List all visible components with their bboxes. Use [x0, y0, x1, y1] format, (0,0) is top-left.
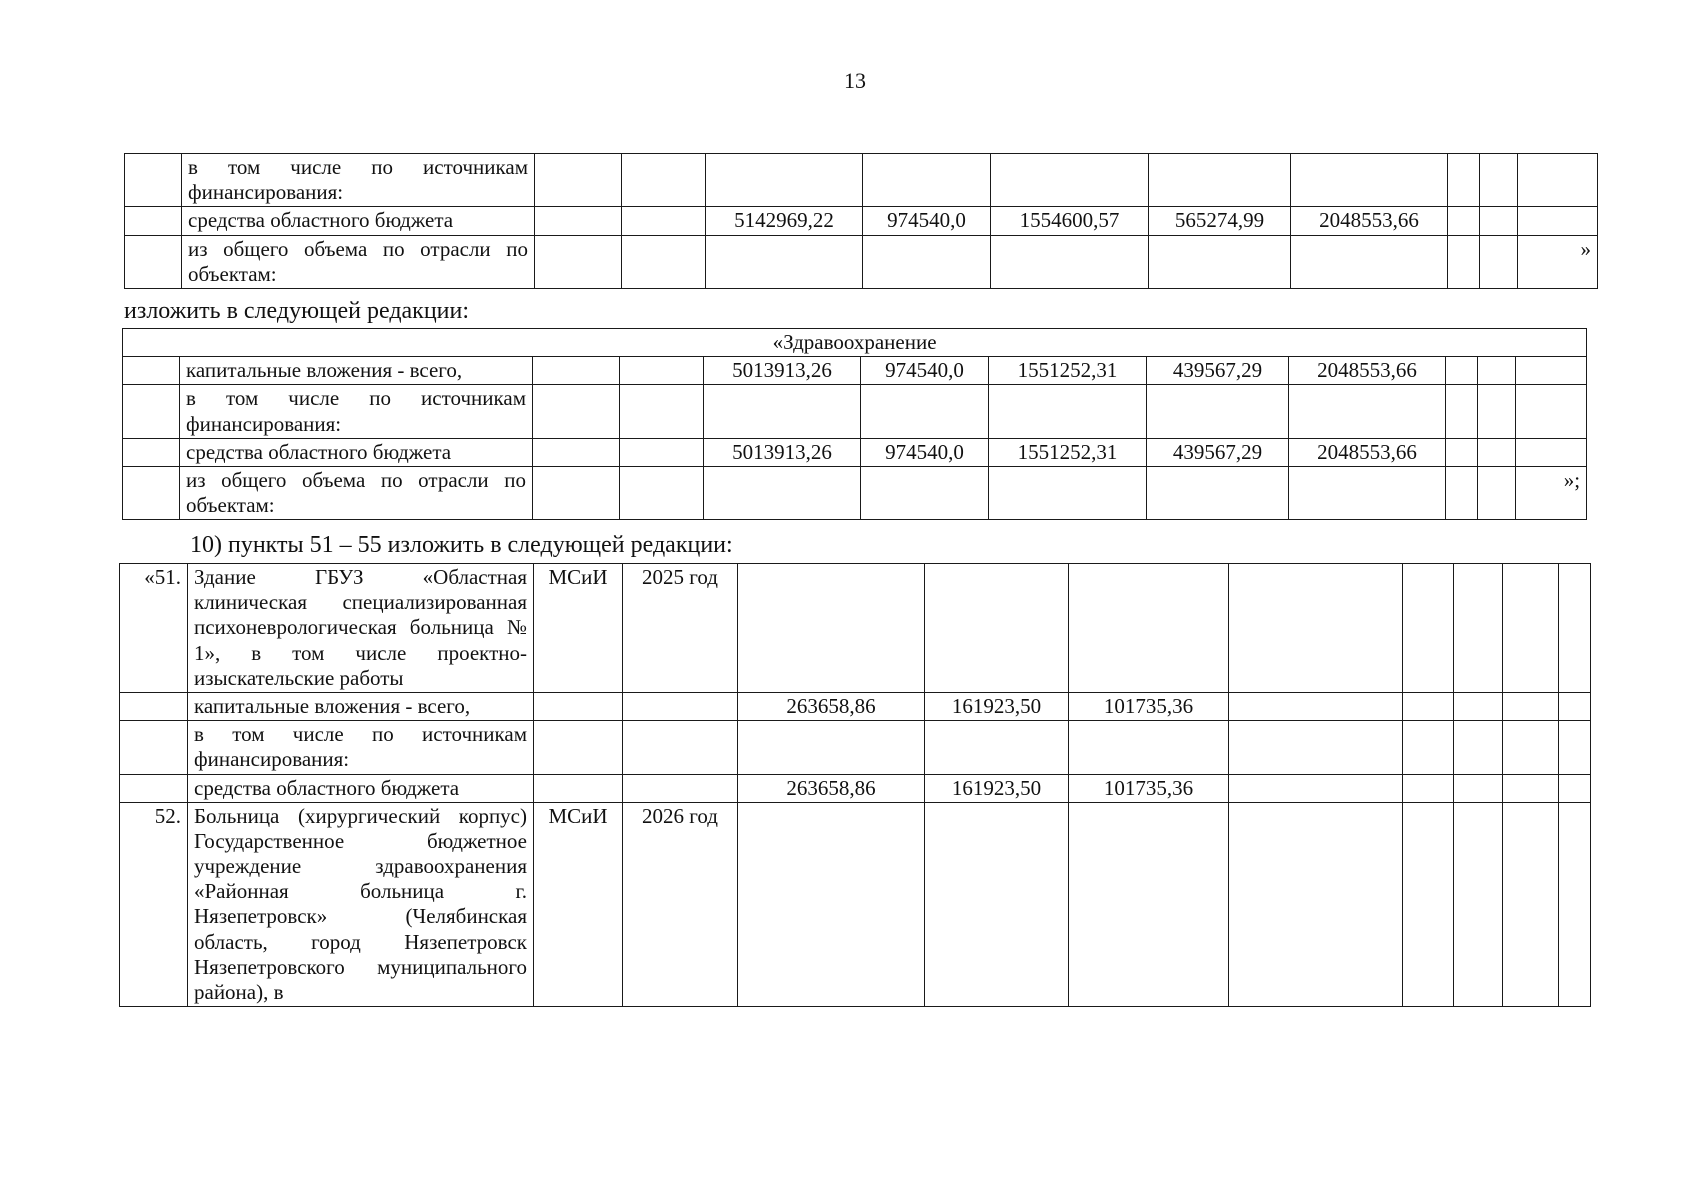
value-cell: [1147, 385, 1289, 438]
value-cell: 974540,0: [861, 438, 989, 466]
value-cell: 263658,86: [738, 774, 925, 802]
table-row: [125, 154, 1598, 207]
value-cell: 263658,86: [738, 692, 925, 720]
closing-mark: [1516, 357, 1587, 385]
row-description: средства областного бюджета: [188, 774, 534, 802]
value-cell: 161923,50: [925, 692, 1069, 720]
value-cell: [1291, 154, 1448, 207]
table-row: [123, 357, 1587, 385]
table-new-version: [122, 328, 1587, 520]
value-cell: 2048553,66: [1289, 438, 1446, 466]
item-number: 52.: [120, 802, 188, 1007]
row-description: средства областного бюджета: [182, 207, 535, 235]
row-description: в том числе по источникам финансирования:: [182, 154, 535, 207]
value-cell: 1551252,31: [989, 357, 1147, 385]
value-cell: [1149, 154, 1291, 207]
table-row: [123, 385, 1587, 438]
row-description: в том числе по источникам финансирования:: [188, 721, 534, 774]
table-row: [123, 438, 1587, 466]
table-row: [120, 692, 1591, 720]
table-row: [125, 207, 1598, 235]
closing-mark: [1516, 438, 1587, 466]
value-cell: 2048553,66: [1289, 357, 1446, 385]
value-cell: [861, 466, 989, 519]
value-cell: [1289, 385, 1446, 438]
value-cell: [991, 235, 1149, 288]
object-title: Больница (хирургический корпус) Государственное бюджетное учреждение здравоохранения «Районная больница г. Нязепетровск» (Челябинская область, город Нязепетровск Нязепетровского муниципального района), в: [188, 802, 534, 1007]
closing-mark: [1518, 154, 1598, 207]
value-cell: 101735,36: [1069, 692, 1229, 720]
section-title: «Здравоохранение: [123, 329, 1587, 357]
value-cell: 1554600,57: [991, 207, 1149, 235]
value-cell: 161923,50: [925, 774, 1069, 802]
table-row: [120, 564, 1591, 693]
value-cell: [738, 721, 925, 774]
value-cell: [925, 721, 1069, 774]
value-cell: [704, 466, 861, 519]
table-items-51-55: [119, 563, 1591, 1007]
item-number: «51.: [120, 564, 188, 693]
value-cell: [1147, 466, 1289, 519]
value-cell: 5013913,26: [704, 357, 861, 385]
table-row: [125, 235, 1598, 288]
table-row: [120, 802, 1591, 1007]
value-cell: [706, 235, 863, 288]
value-cell: [1149, 235, 1291, 288]
value-cell: [1291, 235, 1448, 288]
closing-mark: »: [1518, 235, 1598, 288]
customer-cell: МСиИ: [534, 802, 623, 1007]
instruction-text: 10) пункты 51 – 55 изложить в следующей редакции:: [190, 532, 733, 558]
value-cell: 974540,0: [861, 357, 989, 385]
value-cell: 2048553,66: [1291, 207, 1448, 235]
value-cell: [863, 235, 991, 288]
table-previous-version: [124, 153, 1598, 289]
year-cell: 2025 год: [623, 564, 738, 693]
row-description: капитальные вложения - всего,: [180, 357, 533, 385]
row-description: в том числе по источникам финансирования:: [180, 385, 533, 438]
table-row: [123, 466, 1587, 519]
value-cell: 439567,29: [1147, 438, 1289, 466]
value-cell: [1069, 721, 1229, 774]
value-cell: [706, 154, 863, 207]
object-title: Здание ГБУЗ «Областная клиническая специализированная психоневрологическая больница № 1», в том числе проектно-изыскательские работы: [188, 564, 534, 693]
value-cell: 1551252,31: [989, 438, 1147, 466]
value-cell: 5013913,26: [704, 438, 861, 466]
value-cell: 974540,0: [863, 207, 991, 235]
value-cell: [989, 385, 1147, 438]
row-description: средства областного бюджета: [180, 438, 533, 466]
customer-cell: МСиИ: [534, 564, 623, 693]
year-cell: 2026 год: [623, 802, 738, 1007]
section-header-row: [123, 329, 1587, 357]
row-description: из общего объема по отрасли по объектам:: [180, 466, 533, 519]
value-cell: [989, 466, 1147, 519]
value-cell: 101735,36: [1069, 774, 1229, 802]
row-description: капитальные вложения - всего,: [188, 692, 534, 720]
table-row: [120, 774, 1591, 802]
closing-mark: [1516, 385, 1587, 438]
table-row: [120, 721, 1591, 774]
closing-mark: [1518, 207, 1598, 235]
value-cell: [863, 154, 991, 207]
value-cell: [991, 154, 1149, 207]
value-cell: [861, 385, 989, 438]
closing-mark: »;: [1516, 466, 1587, 519]
instruction-text: изложить в следующей редакции:: [124, 298, 470, 324]
value-cell: [1289, 466, 1446, 519]
value-cell: 565274,99: [1149, 207, 1291, 235]
value-cell: 5142969,22: [706, 207, 863, 235]
row-description: из общего объема по отрасли по объектам:: [182, 235, 535, 288]
value-cell: [704, 385, 861, 438]
page-number: 13: [844, 68, 866, 93]
value-cell: 439567,29: [1147, 357, 1289, 385]
